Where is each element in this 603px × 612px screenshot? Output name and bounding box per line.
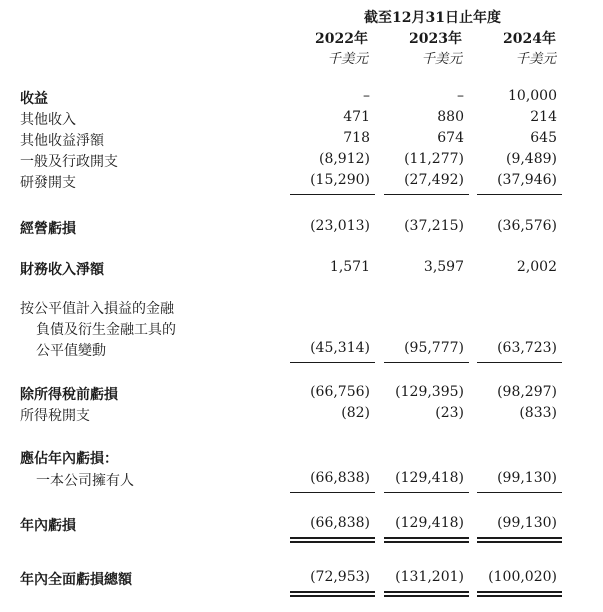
total-line-upper-2024	[477, 591, 562, 593]
row-label-loss-attributable: 應佔年內虧損：	[20, 451, 118, 467]
row-label-fair-value-line3: 公平值變動	[36, 343, 106, 359]
total-line-upper-2023	[384, 591, 469, 593]
cell-operating-loss-2023: (37,215)	[404, 218, 464, 234]
cell-income-tax-2022: (82)	[341, 405, 370, 421]
period-header: 截至12月31日止年度	[364, 10, 501, 26]
total-line-upper-2022	[290, 591, 375, 593]
total-line-lower-2022	[290, 595, 375, 597]
cell-loss-before-tax-2024: (98,297)	[497, 384, 557, 400]
row-label-other-gains: 其他收益淨額	[20, 133, 104, 149]
cell-loss-before-tax-2022: (66,756)	[310, 384, 370, 400]
row-label-loss-before-tax: 除所得稅前虧損	[20, 387, 118, 403]
cell-rd-expenses-2023: (27,492)	[404, 172, 464, 188]
row-label-admin-expenses: 一般及行政開支	[20, 154, 118, 170]
cell-income-tax-2023: (23)	[435, 405, 464, 421]
cell-fair-value-2022: (45,314)	[310, 340, 370, 356]
row-label-loss-for-year: 年內虧損	[20, 518, 76, 534]
total-line-upper-2024	[477, 537, 562, 539]
unit-2022: 千美元	[327, 51, 368, 67]
subtotal-line-2023	[384, 362, 469, 363]
cell-other-income-2024: 214	[530, 109, 557, 125]
cell-fair-value-2024: (63,723)	[497, 340, 557, 356]
subtotal-line-2024	[477, 194, 562, 195]
cell-fair-value-2023: (95,777)	[404, 340, 464, 356]
total-line-lower-2023	[384, 595, 469, 597]
cell-finance-income-2023: 3,597	[423, 259, 464, 275]
total-line-upper-2022	[290, 537, 375, 539]
total-line-lower-2024	[477, 541, 562, 543]
cell-other-gains-2023: 674	[437, 130, 464, 146]
row-label-rd-expenses: 研發開支	[20, 175, 76, 191]
cell-loss-for-year-2023: (129,418)	[395, 515, 464, 531]
total-line-lower-2023	[384, 541, 469, 543]
subtotal-line-2023	[384, 194, 469, 195]
unit-2023: 千美元	[421, 51, 462, 67]
row-label-income-tax: 所得稅開支	[20, 408, 90, 424]
cell-revenue-2023: –	[457, 88, 464, 104]
cell-other-income-2022: 471	[343, 109, 370, 125]
cell-rd-expenses-2024: (37,946)	[497, 172, 557, 188]
cell-finance-income-2022: 1,571	[329, 259, 370, 275]
cell-finance-income-2024: 2,002	[516, 259, 557, 275]
cell-admin-expenses-2024: (9,489)	[505, 151, 557, 167]
year-2022-header: 2022年	[315, 31, 368, 47]
cell-other-income-2023: 880	[437, 109, 464, 125]
cell-owners-2024: (99,130)	[497, 470, 557, 486]
cell-income-tax-2024: (833)	[519, 405, 557, 421]
row-label-finance-income: 財務收入淨額	[20, 262, 104, 278]
cell-total-comprehensive-loss-2022: (72,953)	[310, 569, 370, 585]
cell-revenue-2024: 10,000	[508, 88, 557, 104]
subtotal-line-2024	[477, 362, 562, 363]
cell-total-comprehensive-loss-2023: (131,201)	[395, 569, 464, 585]
cell-loss-for-year-2024: (99,130)	[497, 515, 557, 531]
total-line-upper-2023	[384, 537, 469, 539]
cell-owners-2022: (66,838)	[310, 470, 370, 486]
subtotal-line-2024	[477, 492, 562, 493]
cell-other-gains-2024: 645	[530, 130, 557, 146]
cell-rd-expenses-2022: (15,290)	[310, 172, 370, 188]
total-line-lower-2022	[290, 541, 375, 543]
cell-operating-loss-2022: (23,013)	[310, 218, 370, 234]
row-label-operating-loss: 經營虧損	[20, 221, 76, 237]
subtotal-line-2022	[290, 362, 375, 363]
cell-admin-expenses-2022: (8,912)	[318, 151, 370, 167]
cell-loss-for-year-2022: (66,838)	[310, 515, 370, 531]
subtotal-line-2023	[384, 492, 469, 493]
cell-admin-expenses-2023: (11,277)	[404, 151, 464, 167]
total-line-lower-2024	[477, 595, 562, 597]
year-2024-header: 2024年	[503, 31, 556, 47]
unit-2024: 千美元	[515, 51, 556, 67]
cell-loss-before-tax-2023: (129,395)	[395, 384, 464, 400]
cell-revenue-2022: –	[363, 88, 370, 104]
subtotal-line-2022	[290, 194, 375, 195]
cell-other-gains-2022: 718	[343, 130, 370, 146]
subtotal-line-2022	[290, 492, 375, 493]
cell-owners-2023: (129,418)	[395, 470, 464, 486]
row-label-owners: 一本公司擁有人	[36, 473, 134, 489]
cell-operating-loss-2024: (36,576)	[497, 218, 557, 234]
row-label-fair-value-line2: 負債及衍生金融工具的	[36, 322, 176, 338]
year-2023-header: 2023年	[409, 31, 462, 47]
cell-total-comprehensive-loss-2024: (100,020)	[488, 569, 557, 585]
row-label-fair-value-line1: 按公平值計入損益的金融	[20, 301, 174, 317]
row-label-total-comprehensive-loss: 年內全面虧損總額	[20, 572, 132, 588]
row-label-other-income: 其他收入	[20, 112, 76, 128]
row-label-revenue: 收益	[20, 91, 48, 107]
